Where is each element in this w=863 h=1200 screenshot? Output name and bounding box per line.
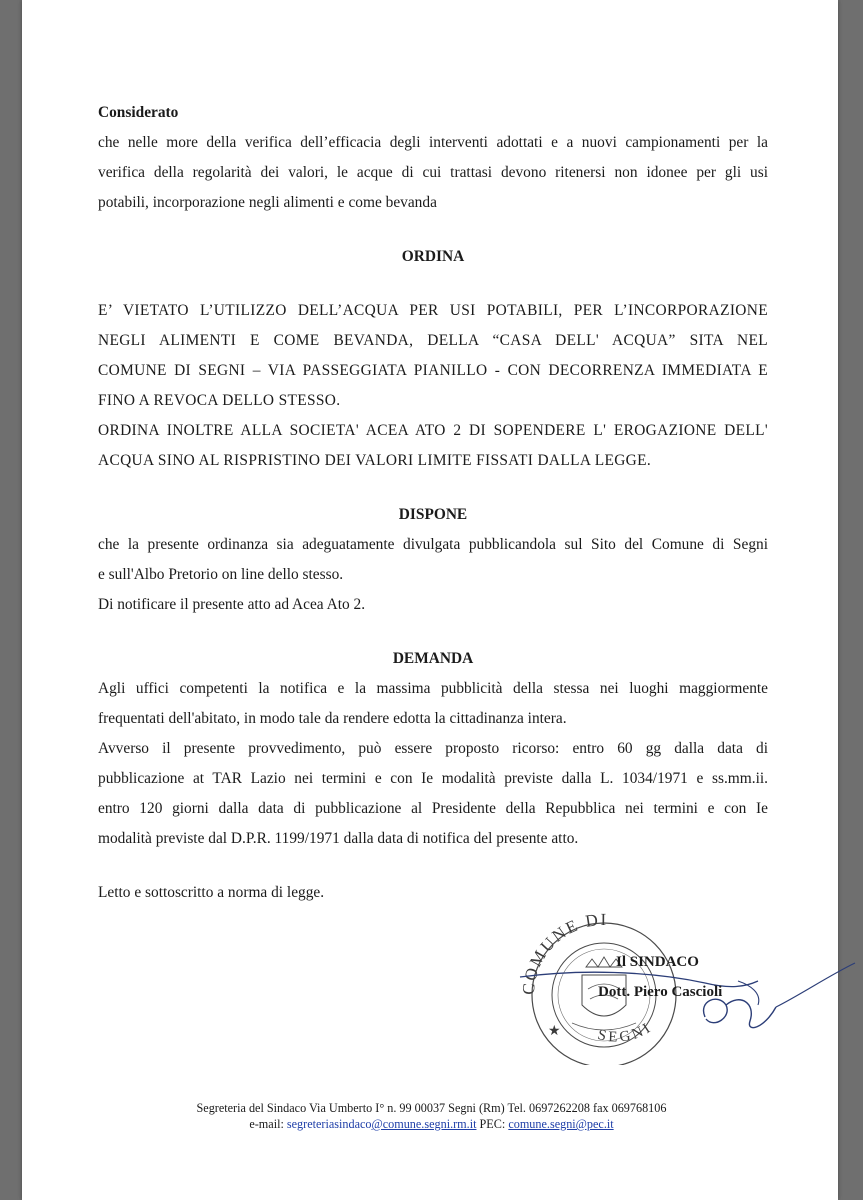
document-body <box>98 98 768 908</box>
mayor-title: Il SINDACO <box>616 954 699 970</box>
ordina-line-4: FINO A REVOCA DELLO STESSO. <box>98 392 341 409</box>
demanda-section <box>98 644 768 854</box>
ordina-section <box>98 242 768 476</box>
demanda-line-3: Avverso il presente provvedimento, può essere proposto ricorso: entro 60 gg dalla data di <box>98 740 768 757</box>
mayor-name: Dott. Piero Cascioli <box>598 984 723 1000</box>
demanda-heading: DEMANDA <box>392 650 474 667</box>
demanda-line-6: modalità previste dal D.P.R. 1199/1971 dalla data di notifica del presente atto. <box>98 830 579 847</box>
considerato-line-1: che nelle more della verifica dell’efficacia degli interventi adottati e a nuovi campionamenti per la <box>98 134 768 151</box>
ordina-line-2: NEGLI ALIMENTI E COME BEVANDA, DELLA “CASA DELL' ACQUA” SITA NEL <box>98 332 768 349</box>
footer-contacts <box>0 1116 863 1132</box>
dispone-line-3: Di notificare il presente atto ad Acea Ato 2. <box>98 596 366 613</box>
pec-link[interactable]: comune.segni@pec.it <box>508 1117 614 1131</box>
ordina-line-6: ACQUA SINO AL RISPRISTINO DEI VALORI LIMITE FISSATI DALLA LEGGE. <box>98 452 652 469</box>
dispone-heading: DISPONE <box>398 506 468 523</box>
footer-address: Segreteria del Sindaco Via Umberto I° n. 99 00037 Segni (Rm) Tel. 0697262208 fax 069768106 <box>196 1101 667 1115</box>
signature-block <box>580 947 780 1007</box>
demanda-line-1: Agli uffici competenti la notifica e la massima pubblicità della stessa nei luoghi maggiormente <box>98 680 768 697</box>
seal-bottom-text: SEGNI <box>596 1019 656 1046</box>
considerato-section <box>98 98 768 218</box>
dispone-section <box>98 500 768 620</box>
email-label: e-mail: <box>249 1117 287 1131</box>
ordina-line-5: ORDINA INOLTRE ALLA SOCIETA' ACEA ATO 2 DI SOPENDERE L' EROGAZIONE DELL' <box>98 422 768 439</box>
considerato-heading: Considerato <box>98 104 179 121</box>
dispone-line-1: che la presente ordinanza sia adeguatamente divulgata pubblicandola sul Sito del Comune di Segni <box>98 536 768 553</box>
letterhead-footer <box>0 1100 863 1132</box>
email-link-user[interactable]: segreteriasindaco <box>286 1117 372 1131</box>
pec-label: PEC: <box>476 1117 509 1131</box>
demanda-line-4: pubblicazione at TAR Lazio nei termini e con Ie modalità previste dalla L. 1034/1971 e ss.mm.ii. <box>98 770 768 787</box>
ordina-line-1: E’ VIETATO L’UTILIZZO DELL’ACQUA PER USI POTABILI, PER L’INCORPORAZIONE <box>98 302 768 319</box>
considerato-line-2: verifica della regolarità dei valori, le acque di cui trattasi devono ritenersi non idonee per gli usi <box>98 164 768 181</box>
closing-statement: Letto e sottoscritto a norma di legge. <box>98 884 325 901</box>
ordina-line-3: COMUNE DI SEGNI – VIA PASSEGGIATA PIANILLO - CON DECORRENZA IMMEDIATA E <box>98 362 768 379</box>
ordina-heading: ORDINA <box>401 248 465 265</box>
svg-text:★: ★ <box>548 1024 561 1039</box>
seal-top-text: COMUNE DI <box>518 909 609 996</box>
email-link-domain[interactable]: @comune.segni.rm.it <box>371 1117 477 1131</box>
dispone-line-2: e sull'Albo Pretorio on line dello stesso. <box>98 566 344 583</box>
considerato-line-3: potabili, incorporazione negli alimenti e come bevanda <box>98 194 437 211</box>
demanda-line-2: frequentati dell'abitato, in modo tale da rendere edotta la cittadinanza intera. <box>98 710 567 727</box>
demanda-line-5: entro 120 giorni dalla data di pubblicazione al Presidente della Repubblica nei termini e con Ie <box>98 800 768 817</box>
document-page <box>22 0 838 1200</box>
